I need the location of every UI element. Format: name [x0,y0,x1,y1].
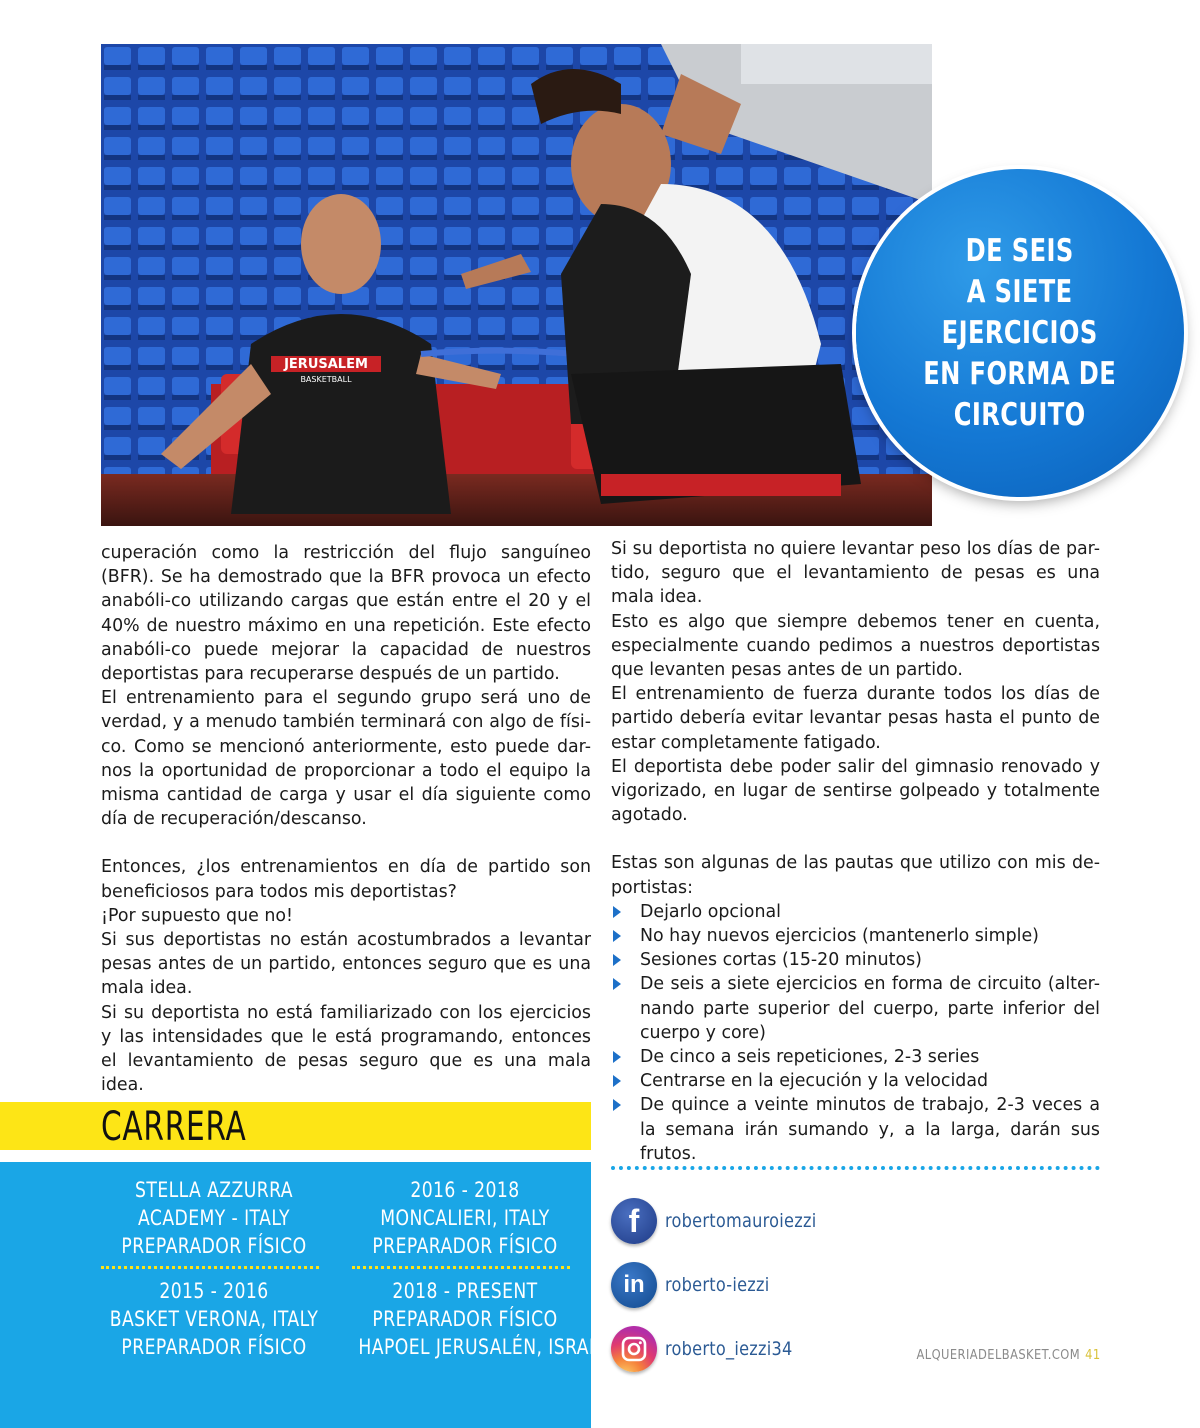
paragraph: cuperación como la restricción del flujo sanguíneo (BFR). Se ha demostrado que la BFR provoca un efecto anabóli-co utilizando cargas que están entre el 20 y el 40% de nuestro máximo en una repetición. Este efecto anabóli-co puede mejorar la capacidad de nuestros deportistas para recuperarse después de un partido. [101,543,591,685]
carrera-title: CARRERA [101,1104,247,1150]
career-line: BASKET VERONA, ITALY [109,1307,319,1331]
list-item-text: No hay nuevos ejercicios (mantenerlo simple) [640,926,1039,947]
career-line: MONCALIERI, ITALY [380,1206,550,1230]
list-item [611,972,1100,1045]
paragraph-gap [611,827,1100,851]
social-instagram[interactable] [611,1326,815,1372]
shirt-logo-text: JERUSALEM [284,357,368,372]
list-item [611,1093,1100,1166]
career-line: 2016 - 2018 [410,1178,520,1202]
paragraph: Estas son algunas de las pautas que utilizo con mis de-portistas: [611,853,1100,898]
list-item [611,1069,1100,1093]
career-item [335,1176,595,1260]
social-handle[interactable]: robertomauroiezzi [665,1210,817,1232]
arrow-bullet-icon [613,978,621,990]
list-item [611,924,1100,948]
article-photo [101,44,932,526]
career-line: PREPARADOR FÍSICO [372,1234,558,1258]
social-linkedin[interactable] [611,1262,788,1308]
career-item [335,1277,611,1361]
career-line: STELLA AZZURRA [135,1178,293,1202]
paragraph: ¡Por supuesto que no! [101,905,293,926]
dotted-divider [611,1166,1100,1170]
guidelines-list [611,900,1100,1166]
page-footer [917,1347,1101,1363]
list-item-text: Sesiones cortas (15-20 minutos) [640,950,922,971]
arrow-bullet-icon [613,906,621,918]
arrow-bullet-icon [613,1075,621,1087]
paragraph: Si sus deportistas no están acostumbrados a levantar pesas antes de un partido, entonces seguro que es una mala idea. [101,930,591,999]
basketball-training-photo [101,44,932,526]
list-item-text: De seis a siete ejercicios en forma de circuito (alter-nando parte superior del cuerpo, parte inferior del cuerpo y core) [640,974,1100,1043]
list-item [611,948,1100,972]
list-item-text: Dejarlo opcional [640,901,781,922]
career-line: HAPOEL JERUSALÉN, ISRAEL [358,1335,611,1359]
career-item [84,1176,344,1260]
career-line: PREPARADOR FÍSICO [121,1234,307,1258]
list-item-text: Centrarse en la ejecución y la velocidad [640,1071,989,1092]
paragraph: Si su deportista no está familiarizado con los ejercicios y las intensidades que le está programando, entonces el levantamiento de pesas seguro que es una mala idea. [101,1002,591,1096]
social-handle[interactable]: roberto_iezzi34 [665,1338,793,1360]
callout-circle [856,169,1184,497]
career-line: 2018 - PRESENT [392,1279,538,1303]
arrow-bullet-icon [613,1051,621,1063]
list-item [611,1045,1100,1069]
list-item [611,900,1100,924]
arrow-bullet-icon [613,954,621,966]
career-line: 2015 - 2016 [159,1279,269,1303]
arrow-bullet-icon [613,1099,621,1111]
paragraph: El entrenamiento de fuerza durante todos los días de partido debería evitar levantar pesas hasta el punto de estar completamente fatigado. [611,684,1100,753]
career-line: PREPARADOR FÍSICO [372,1307,558,1331]
career-item [84,1277,344,1361]
career-line: ACADEMY - ITALY [138,1206,290,1230]
social-facebook[interactable] [611,1198,843,1244]
career-line: PREPARADOR FÍSICO [121,1335,307,1359]
site-name[interactable]: ALQUERIADELBASKET.COM [916,1347,1081,1363]
carrera-header-bar [0,1102,591,1150]
arrow-bullet-icon [613,930,621,942]
career-divider [101,1266,319,1269]
social-handle[interactable]: roberto-iezzi [665,1274,770,1296]
paragraph-gap [101,831,591,855]
list-item-text: De cinco a seis repeticiones, 2-3 series [640,1047,980,1068]
paragraph: Si su deportista no quiere levantar peso los días de par-tido, seguro que el levantamiento de pesas es una mala idea. [611,539,1100,608]
right-column [611,537,1100,1166]
paragraph: Esto es algo que siempre debemos tener en cuenta, especialmente cuando pedimos a nuestros deportistas que levanten pesas antes de un partido. [611,611,1100,681]
instagram-icon[interactable] [611,1326,657,1372]
callout-text: DE SEIS A SIETE EJERCICIOS EN FORMA DE CIRCUITO [923,232,1117,433]
left-column [101,541,591,1097]
list-item-text: De quince a veinte minutos de trabajo, 2-3 veces a la semana irán sumando y, a la larga, darán sus frutos. [640,1095,1100,1164]
career-divider [352,1266,570,1269]
instagram-camera-icon [621,1336,647,1362]
facebook-icon[interactable]: f [611,1198,657,1244]
linkedin-icon[interactable]: in [611,1262,657,1308]
shirt-logo-subtext: BASKETBALL [300,375,352,384]
paragraph: El deportista debe poder salir del gimnasio renovado y vigorizado, en lugar de sentirse golpeado y totalmente agotado. [611,756,1100,826]
paragraph: Entonces, ¿los entrenamientos en día de partido son beneficiosos para todos mis deportistas? [101,857,591,902]
page-number: 41 [1085,1347,1101,1363]
paragraph: El entrenamiento para el segundo grupo será uno de verdad, y a menudo también terminará con algo de físi-co. Como se mencionó anteriormente, esto puede dar-nos la oportunidad de proporcionar a todo el equipo la misma cantidad de carga y usar el día siguiente como día de recuperación/descanso. [101,688,591,830]
